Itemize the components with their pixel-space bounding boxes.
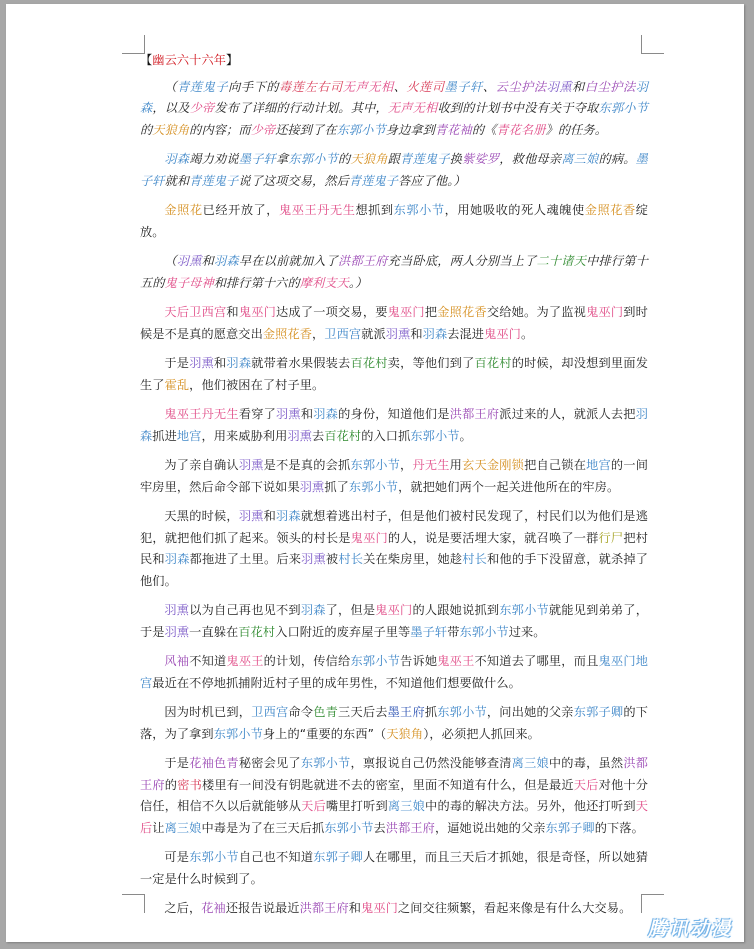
highlighted-term: 离三娘 (511, 756, 549, 770)
paragraph (140, 702, 648, 745)
paragraph-list (140, 77, 648, 920)
text-run: 充当卧底，两人分别当上了 (387, 254, 537, 268)
text-run: 还报告说最近 (225, 901, 300, 915)
highlighted-term: 墨子轩 (410, 624, 448, 639)
highlighted-term: 东郭子卿 (573, 705, 624, 719)
highlighted-term: 东郭小节 (350, 458, 401, 472)
highlighted-term: 羽熏 (189, 356, 215, 370)
text-run: 天黑的时候， (164, 509, 239, 523)
highlighted-term: 鬼巫门 (350, 530, 388, 545)
highlighted-term: 云尘护法 (495, 79, 547, 94)
highlighted-term: 卫西宫 (251, 705, 289, 719)
document-body (140, 50, 648, 928)
highlighted-term: 色青 (313, 705, 339, 719)
highlighted-term: 少帝 (189, 101, 215, 115)
highlighted-term: 青莲鬼子 (348, 173, 399, 188)
highlighted-term: 鬼巫王 (437, 654, 475, 668)
highlighted-term: 霍乱 (164, 377, 190, 392)
paragraph (140, 353, 648, 396)
text-run: ，用她吸收的死人魂魄使 (444, 203, 585, 217)
highlighted-term: 毒莲左右司 (279, 79, 343, 94)
highlighted-term: 村长 (338, 552, 364, 566)
text-run: 都拖进了土里。后来 (189, 552, 302, 566)
text-run: 三天后去 (338, 705, 388, 719)
highlighted-term: 无声无相 (342, 79, 394, 94)
text-run: 去混进 (447, 326, 485, 341)
highlighted-term: 金照花香 (584, 203, 636, 217)
text-run: 用 (449, 458, 463, 472)
highlighted-term: 羽熏 (287, 428, 313, 443)
text-run: 命令 (288, 705, 314, 719)
text-run: （ (164, 254, 177, 268)
highlighted-term: 洪都王府 (449, 407, 500, 421)
highlighted-term: 村长 (462, 552, 488, 566)
paragraph (140, 651, 648, 694)
highlighted-term: 地宫 (586, 458, 611, 472)
text-run: 和 (410, 326, 423, 341)
highlighted-term: 天后 (301, 799, 326, 813)
highlighted-term: 羽森 (422, 326, 448, 341)
highlighted-term: 地宫 (176, 428, 202, 443)
text-run: 人在哪里，而且三天后才抓她，很是奇怪，所以她猜一定是什么时候到了。 (140, 850, 648, 886)
text-run: 因为时机已到， (164, 705, 252, 719)
text-run: 让 (152, 820, 165, 835)
text-run: 绽放。 (140, 203, 648, 239)
highlighted-term: 丹无生 (412, 458, 450, 472)
text-run: 。 (459, 428, 472, 443)
highlighted-term: 白尘护法 (584, 79, 636, 94)
highlighted-term: 东郭小节 (393, 203, 445, 217)
text-run: ），必须把人抓回来。 (423, 726, 540, 741)
text-run: 身边拿到 (385, 122, 435, 137)
text-run: ，用来威胁利用 (201, 428, 288, 443)
text-run: 卖，等他们到了 (387, 356, 475, 370)
highlighted-term: 羽熏 (164, 603, 190, 617)
text-run: 的身份，知道他们是 (338, 407, 450, 421)
paragraph (140, 200, 648, 243)
text-run: 的人跟她说抓到 (412, 603, 500, 617)
highlighted-term: 青莲鬼子 (177, 79, 229, 94)
paragraph (140, 898, 648, 920)
text-run: 把 (424, 305, 438, 319)
highlighted-term: 金照花香 (437, 305, 487, 319)
text-run: 的时候，却没想到里面发生了 (140, 356, 649, 392)
text-run: 嘴里打听到 (325, 799, 388, 813)
text-run: 的计划，传信给 (263, 654, 351, 668)
highlighted-term: 东郭小节 (189, 850, 239, 864)
highlighted-term: 火莲司 (406, 79, 445, 94)
text-run: 把村民和 (140, 530, 649, 566)
paragraph (140, 753, 648, 839)
highlighted-term: 羽森 (313, 407, 339, 421)
paragraph (140, 77, 648, 142)
text-run: 之后， (164, 901, 202, 915)
text-run: 还接到了在 (275, 122, 337, 137)
text-run: 秘密会见了 (238, 756, 301, 770)
text-run: 早在以前就加入了 (238, 254, 339, 268)
paragraph (140, 600, 648, 643)
highlighted-term: 鬼巫门 (387, 305, 425, 319)
text-run: 交给她。为了监视 (486, 305, 587, 319)
highlighted-term: 离三娘 (387, 799, 426, 813)
highlighted-term: 玄天金刚锁 (462, 458, 525, 472)
text-run: 不知道 (189, 654, 227, 668)
highlighted-term: 东郭小节 (499, 603, 549, 617)
text-run: 跟 (387, 152, 401, 166)
highlighted-term: 二十诸天 (536, 254, 587, 268)
highlighted-term: 无声无相 (387, 101, 438, 115)
highlighted-term: 羽熏 (299, 479, 325, 494)
text-run: ，他们被困在了村子里。 (189, 377, 325, 392)
highlighted-term: 天狼角 (350, 152, 388, 166)
highlighted-term: 东郭小节 (213, 726, 263, 741)
paragraph (140, 251, 648, 294)
highlighted-term: 洪都王府 (299, 901, 349, 915)
text-run: 就带着水果假装去 (251, 356, 351, 370)
highlighted-term: 东郭子卿 (545, 820, 595, 835)
text-run: 把自己锁在 (524, 458, 587, 472)
text-run: 发布了详细的行动计划。其中， (214, 101, 388, 115)
text-run: 的下落，为了拿到 (140, 705, 649, 741)
highlighted-term: 东郭小节 (437, 705, 487, 719)
highlighted-term: 鬼巫门 (238, 305, 277, 319)
highlighted-term: 青花名册 (496, 122, 546, 137)
highlighted-term: 东郭小节 (598, 101, 649, 115)
text-run: 抓了 (324, 479, 349, 494)
highlighted-term: 卫西宫 (324, 326, 362, 341)
highlighted-term: 羽森 (164, 152, 190, 166)
highlighted-term: 洪都王府 (140, 756, 649, 792)
text-run: 和 (214, 356, 227, 370)
text-run: 去 (312, 428, 325, 443)
text-run: 、 (482, 79, 496, 94)
highlighted-term: 青莲鬼子 (189, 173, 239, 188)
text-run: 身上的“重要的东西”（ (262, 726, 387, 741)
text-run: 的病。 (598, 152, 636, 166)
text-run: 到时候是不是真的愿意交出 (140, 305, 648, 341)
text-run: 已经开放了， (202, 203, 280, 217)
text-run: 就能见到弟弟了，于是 (140, 603, 648, 639)
text-run: 了，但是 (325, 603, 376, 617)
text-run: ，禀报说自己仍然没能够查清 (350, 756, 512, 770)
text-run: 的《 (471, 122, 497, 137)
highlighted-term: 东郭小节 (288, 152, 339, 166)
text-run: 为了亲自确认 (164, 458, 239, 472)
highlighted-term: 鬼巫门 (586, 305, 624, 319)
text-run: 最近在不停地抓捕附近村子里的成年男性，不知道他们想要做什么。 (152, 675, 521, 690)
highlighted-term: 羽森 (140, 79, 649, 115)
highlighted-term: 东郭小节 (300, 756, 351, 770)
document-page (6, 4, 744, 942)
highlighted-term: 羽熏 (238, 509, 264, 523)
text-run: 中毒是为了在三天后抓 (201, 820, 325, 835)
text-run: ， (312, 326, 325, 341)
text-run: 抓 (424, 705, 438, 719)
highlighted-term: 墨子轩 (140, 152, 648, 188)
highlighted-term: 墨子轩 (444, 79, 483, 94)
text-run: 换 (449, 152, 463, 166)
text-run: 入口附近的废弃屋子里等 (275, 624, 411, 639)
highlighted-term: 羽熏 (301, 552, 326, 566)
highlighted-term: 羽森 (300, 603, 326, 617)
text-run: 被 (325, 552, 339, 566)
highlighted-term: 鬼巫门地宫 (140, 654, 649, 690)
text-run: 关在柴房里，她趁 (363, 552, 463, 566)
text-run: 中的毒的解决方法。另外，他还打听到 (425, 799, 636, 813)
text-run: 中排行第十五的 (140, 254, 648, 290)
highlighted-term: 东郭小节 (410, 428, 460, 443)
highlighted-term: 天狼角 (386, 726, 424, 741)
highlighted-term: 东郭子卿 (313, 850, 363, 864)
text-run: 的一间牢房里，然后命令部下说如果 (140, 458, 649, 494)
highlighted-term: 青花袖 (434, 122, 472, 137)
text-run: 的 (338, 152, 351, 166)
text-run: 抓进 (152, 428, 177, 443)
highlighted-term: 密书 (177, 777, 202, 792)
text-run: 看穿了 (238, 407, 277, 421)
text-run: 的人，说是要活埋大家，就召唤了一群 (387, 530, 599, 545)
highlighted-term: 百花村 (324, 428, 362, 443)
paragraph (140, 455, 648, 498)
highlighted-term: 东郭小节 (459, 624, 509, 639)
text-run: 可是 (164, 850, 190, 864)
highlighted-term: 金照花 (164, 203, 203, 217)
highlighted-term: 羽森 (276, 509, 301, 523)
text-run: 想抓到 (355, 203, 394, 217)
highlighted-term: 鬼巫王丹无生 (279, 203, 356, 217)
text-run: 就派 (361, 326, 386, 341)
text-run: 和排行第十六的 (213, 275, 300, 290)
highlighted-term: 东郭小节 (324, 820, 374, 835)
text-run: 的入口抓 (361, 428, 411, 443)
highlighted-term: 鬼巫门 (375, 603, 413, 617)
text-run: ，以及 (152, 101, 190, 115)
text-run: 的内容；而 (189, 122, 251, 137)
text-run: 和 (348, 901, 362, 915)
highlighted-term: 羽熏 (385, 326, 411, 341)
text-run: 说了这项交易，然后 (238, 173, 349, 188)
text-run: （ (164, 79, 178, 94)
highlighted-term: 风袖 (164, 654, 190, 668)
title-year: 幽云六十六年 (152, 53, 227, 67)
highlighted-term: 墨子轩 (238, 152, 277, 166)
text-run: 和 (572, 79, 585, 94)
text-run: 去 (373, 820, 386, 835)
text-run: 不知道去了哪里，而且 (474, 654, 599, 668)
paragraph (140, 506, 648, 592)
paragraph (140, 302, 648, 345)
highlighted-term: 羽森 (214, 254, 239, 268)
text-run: 是不是真的会抓 (263, 458, 351, 472)
text-run: 和他的手下没留意，就杀掉了他们。 (140, 552, 649, 588)
highlighted-term: 洪都王府 (338, 254, 388, 268)
highlighted-term: 百花村 (238, 624, 276, 639)
text-run: 以为自己再也见不到 (189, 603, 301, 617)
text-run: 答应了他。） (398, 173, 466, 188)
text-run: 就想着逃出村子，但是他们被村民发现了，村民们以为他们是逃犯，就把他们抓了起来。领头的村长是 (140, 509, 648, 545)
text-run: 、 (393, 79, 407, 94)
highlighted-term: 羽森 (164, 552, 190, 566)
text-run: 。） (348, 275, 368, 290)
highlighted-term: 羽熏 (276, 407, 301, 421)
text-run: 中的毒，虽然 (548, 756, 624, 770)
highlighted-term: 花袖 (201, 901, 226, 915)
highlighted-term: 青莲鬼子 (400, 152, 450, 166)
highlighted-term: 墨王府 (387, 705, 425, 719)
text-run: 达成了一项交易，要 (276, 305, 388, 319)
text-run: 告诉她 (400, 654, 438, 668)
text-run: 的 (164, 777, 178, 792)
highlighted-term: 天后 (140, 799, 649, 835)
highlighted-term: 百花村 (350, 356, 388, 370)
highlighted-term: 洪都王府 (385, 820, 435, 835)
watermark-logo: 腾讯动漫 (647, 917, 732, 940)
highlighted-term: 鬼巫门 (361, 901, 398, 915)
text-run: 向手下的 (228, 79, 280, 94)
text-run: 派过来的人，就派人去把 (499, 407, 636, 421)
highlighted-term: 鬼巫王丹无生 (164, 407, 239, 421)
paragraph (140, 404, 648, 447)
highlighted-term: 天后 (573, 777, 599, 792)
text-run: 的 (140, 122, 153, 137)
highlighted-term: 百花村 (474, 356, 512, 370)
text-run: 自己也不知道 (238, 850, 314, 864)
text-run: 。 (520, 326, 534, 341)
text-run: 收到的计划书中没有关于夺取 (437, 101, 599, 115)
highlighted-term: 离三娘 (561, 152, 599, 166)
text-run: ，就把她们两个一起关进他所在的牢房。 (398, 479, 620, 494)
paragraph (140, 847, 648, 890)
highlighted-term: 行尸 (598, 530, 624, 545)
highlighted-term: 东郭小节 (350, 654, 401, 668)
highlighted-term: 东郭小节 (348, 479, 399, 494)
highlighted-term: 鬼巫王 (226, 654, 264, 668)
text-run: ， (400, 458, 413, 472)
highlighted-term: 少帝 (250, 122, 276, 137)
text-run: 拿 (276, 152, 289, 166)
paragraph (140, 149, 648, 192)
text-run: 楼里有一间没有钥匙就进不去的密室，里面不知道有什么，但是最近 (202, 777, 574, 792)
text-run: 和 (300, 407, 314, 421)
text-run: 的下落。 (594, 820, 644, 835)
document-title: 【幽云六十六年】 (140, 53, 239, 67)
text-run: ，逼她说出她的父亲 (434, 820, 546, 835)
text-run: 和 (226, 305, 239, 319)
text-run: 就和 (164, 173, 190, 188)
highlighted-term: 金照花香 (262, 326, 313, 341)
highlighted-term: 离三娘 (164, 820, 202, 835)
text-run: 对他十分信任，相信不久以后就能够从 (140, 777, 649, 813)
highlighted-term: 紫娑罗 (462, 152, 500, 166)
text-run: 和 (263, 509, 277, 523)
highlighted-term: 羽熏 (238, 458, 264, 472)
highlighted-term: 羽熏 (164, 624, 190, 639)
text-run: ，问出她的父亲 (486, 705, 574, 719)
text-run: 和 (201, 254, 215, 268)
text-run: 于是 (164, 756, 190, 770)
highlighted-term: 羽熏 (546, 79, 573, 94)
text-run: 一直躲在 (189, 624, 239, 639)
text-run: 带 (447, 624, 460, 639)
text-run: 过来。 (508, 624, 546, 639)
highlighted-term: 天后卫西宫 (164, 305, 227, 319)
highlighted-term: 羽森 (226, 356, 252, 370)
text-run: 》的任务。 (545, 122, 607, 137)
highlighted-term: 花袖色青 (189, 756, 239, 770)
highlighted-term: 摩利支天 (299, 275, 349, 290)
highlighted-term: 东郭小节 (336, 122, 386, 137)
highlighted-term: 鬼巫门 (484, 326, 521, 341)
text-run: 于是 (164, 356, 190, 370)
highlighted-term: 天狼角 (152, 122, 190, 137)
text-run: ，救他母亲 (499, 152, 562, 166)
highlighted-term: 鬼子母神 (164, 275, 214, 290)
highlighted-term: 羽森 (140, 407, 649, 443)
text-run: 之间交往频繁，看起来像是有什么大交易。 (397, 901, 632, 915)
text-run: 竭力劝说 (189, 152, 239, 166)
highlighted-term: 羽熏 (176, 254, 202, 268)
